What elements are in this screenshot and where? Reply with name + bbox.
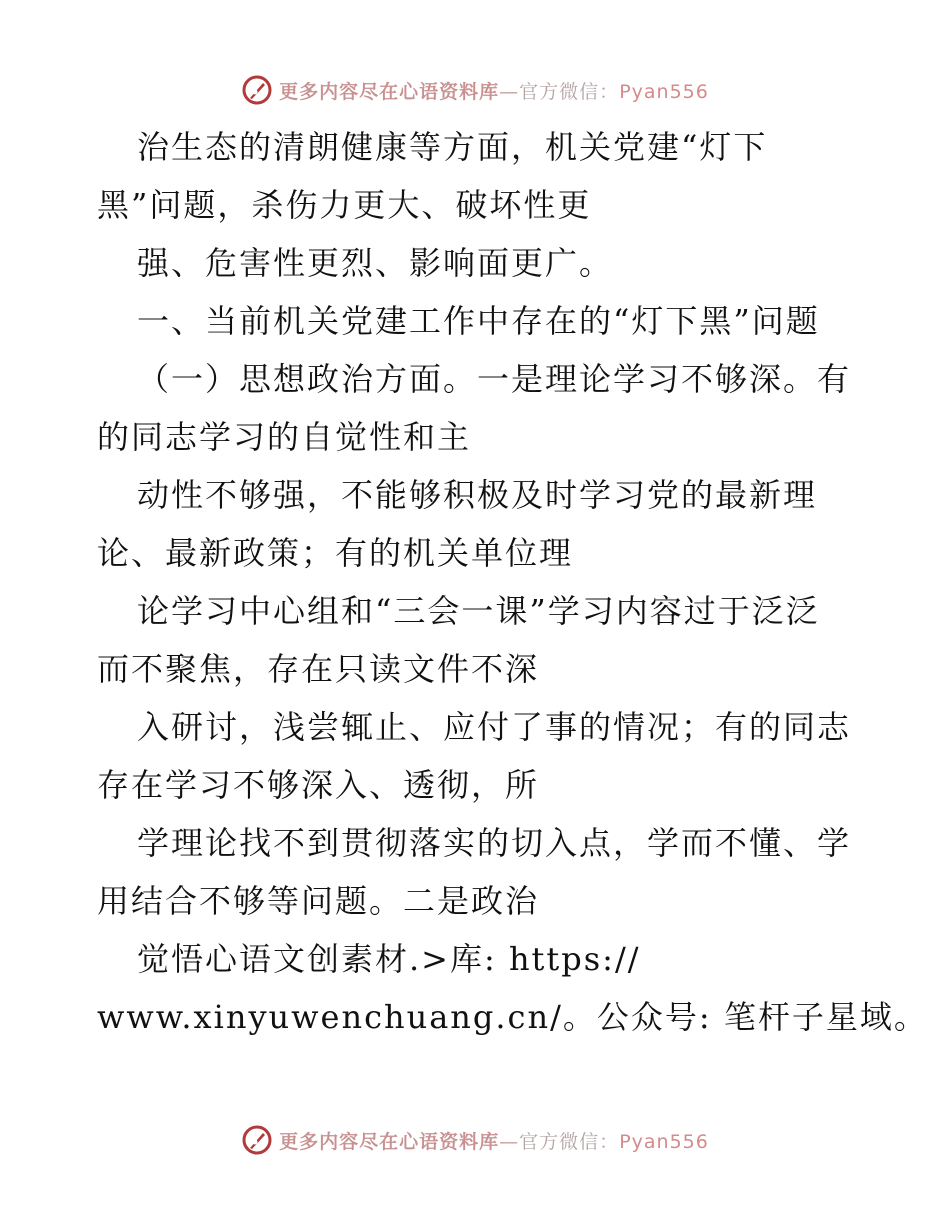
text-line: 论学习中心组和“三会一课”学习内容过于泛泛	[137, 592, 820, 630]
text-line: 觉悟心语文创素材.>库: https://	[137, 940, 641, 978]
quill-logo-icon	[241, 74, 273, 106]
text-line: 一、当前机关党建工作中存在的“灯下黑”问题	[137, 302, 820, 340]
text-line: 的同志学习的自觉性和主	[97, 418, 472, 456]
document-body	[97, 118, 928, 1046]
footer-wechat-label: 官方微信：	[519, 1130, 620, 1153]
text-line: 论、最新政策；有的机关单位理	[97, 534, 574, 572]
header-main-text: 更多内容尽在心语资料库	[279, 80, 500, 103]
text-line: 动性不够强，不能够积极及时学习党的最新理	[137, 476, 818, 514]
text-line: 入研讨，浅尝辄止、应付了事的情况；有的同志	[137, 708, 852, 746]
header-banner-text	[279, 77, 709, 104]
header-watermark	[0, 70, 950, 110]
text-line: 学理论找不到贯彻落实的切入点，学而不懂、学	[137, 824, 852, 862]
footer-dash: —	[499, 1130, 520, 1153]
text-line: 而不聚焦，存在只读文件不深	[97, 650, 540, 688]
text-line: 治生态的清朗健康等方面，机关党建“灯下	[137, 128, 768, 166]
footer-banner-text	[279, 1127, 709, 1154]
text-line: 存在学习不够深入、透彻，所	[97, 766, 540, 804]
header-wechat-id: Pyan556	[619, 80, 709, 103]
text-line: www.xinyuwenchuang.cn/。公众号: 笔杆子星域。	[97, 998, 928, 1036]
header-wechat-label: 官方微信：	[519, 80, 620, 103]
text-line: 强、危害性更烈、影响面更广。	[137, 244, 614, 282]
text-line: （一）思想政治方面。一是理论学习不够深。有	[137, 360, 852, 398]
header-dash: —	[499, 80, 520, 103]
footer-main-text: 更多内容尽在心语资料库	[279, 1130, 500, 1153]
footer-wechat-id: Pyan556	[619, 1130, 709, 1153]
footer-watermark	[0, 1120, 950, 1160]
text-line: 黑”问题，杀伤力更大、破坏性更	[97, 186, 592, 224]
quill-logo-icon	[241, 1124, 273, 1156]
text-line: 用结合不够等问题。二是政治	[97, 882, 540, 920]
